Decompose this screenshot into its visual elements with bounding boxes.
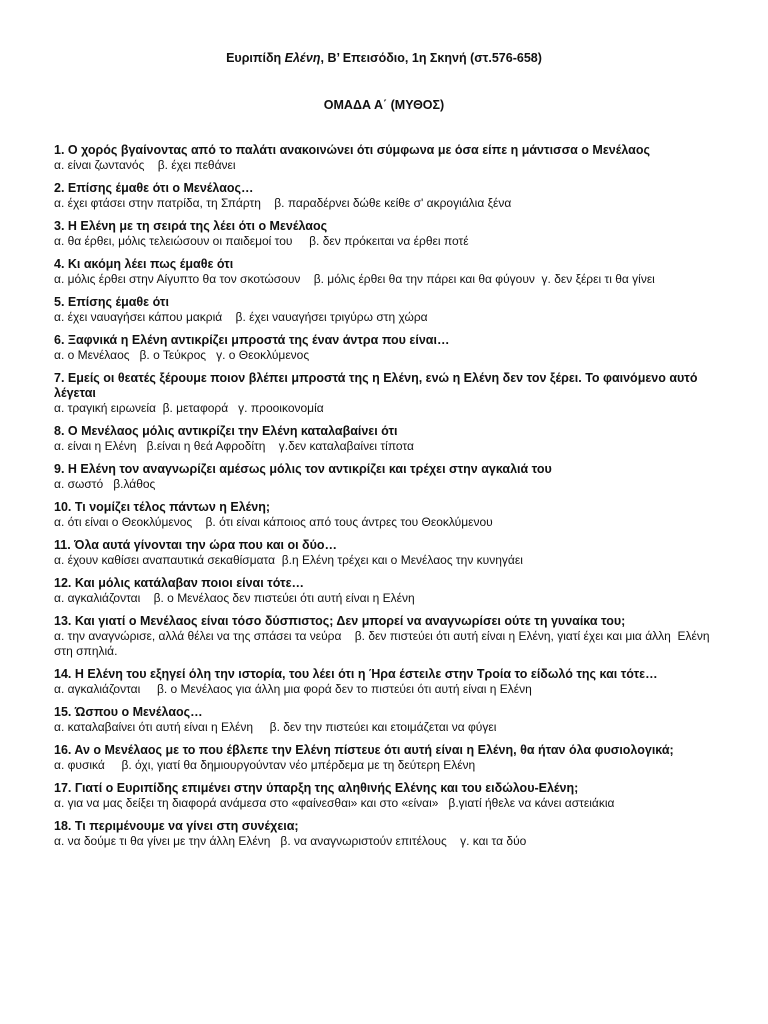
question-answers: α. θα έρθει, μόλις τελειώσουν οι παιδεμοί του β. δεν πρόκειται να έρθει ποτέ — [54, 234, 469, 248]
question-answers: α. τραγική ειρωνεία β. μεταφορά γ. προοικονομία — [54, 401, 324, 415]
question-text: 13. Και γιατί ο Μενέλαος είναι τόσο δύσπιστος; Δεν μπορεί να αναγνωρίσει ούτε τη γυναίκα του; — [54, 614, 626, 628]
question-text: 7. Εμείς οι θεατές ξέρουμε ποιον βλέπει μπροστά της η Ελένη, ενώ η Ελένη δεν τον ξέρει. Το φαινόμενο αυτό λέγεται — [54, 371, 698, 400]
question-answers: α. αγκαλιάζονται β. ο Μενέλαος δεν πιστεύει ότι αυτή είναι η Ελένη — [54, 591, 415, 605]
question-list — [54, 143, 714, 849]
question-8 — [54, 424, 714, 454]
question-7 — [54, 371, 714, 416]
question-answers: α. έχουν καθίσει αναπαυτικά σεκαθίσματα β.η Ελένη τρέχει και ο Μενέλαος την κυνηγάει — [54, 553, 523, 567]
question-answers: α. σωστό β.λάθος — [54, 477, 156, 491]
question-answers: α. έχει φτάσει στην πατρίδα, τη Σπάρτη β. παραδέρνει δώθε κείθε σ' ακρογιάλια ξένα — [54, 196, 512, 210]
question-answers: α. καταλαβαίνει ότι αυτή είναι η Ελένη β. δεν την πιστεύει και ετοιμάζεται να φύγει — [54, 720, 497, 734]
question-3 — [54, 219, 714, 249]
question-answers: α. ο Μενέλαος β. ο Τεύκρος γ. ο Θεοκλύμενος — [54, 348, 310, 362]
question-answers: α. έχει ναυαγήσει κάπου μακριά β. έχει ναυαγήσει τριγύρω στη χώρα — [54, 310, 428, 324]
question-text: 8. Ο Μενέλαος μόλις αντικρίζει την Ελένη καταλαβαίνει ότι — [54, 424, 398, 438]
question-text: 16. Αν ο Μενέλαος με το που έβλεπε την Ελένη πίστευε ότι αυτή είναι η Ελένη, θα ήταν όλα φυσιολογικά; — [54, 743, 674, 757]
question-answers: α. να δούμε τι θα γίνει με την άλλη Ελένη β. να αναγνωριστούν επιτέλους γ. και τα δύο — [54, 834, 527, 848]
question-11 — [54, 538, 714, 568]
question-text: 15. Ώσπου ο Μενέλαος… — [54, 705, 203, 719]
question-text: 2. Επίσης έμαθε ότι ο Μενέλαος… — [54, 181, 254, 195]
question-answers: α. ότι είναι ο Θεοκλύμενος β. ότι είναι κάποιος από τους άντρες του Θεοκλύμενου — [54, 515, 493, 529]
question-14 — [54, 667, 714, 697]
title-prefix: Ευριπίδη — [226, 51, 285, 65]
question-6 — [54, 333, 714, 363]
question-5 — [54, 295, 714, 325]
question-answers: α. την αναγνώρισε, αλλά θέλει να της σπάσει τα νεύρα β. δεν πιστεύει ότι αυτή είναι η Ελένη, γιατί έχει και μια άλλη Ελένη στη σπηλιά. — [54, 629, 713, 658]
question-text: 10. Τι νομίζει τέλος πάντων η Ελένη; — [54, 500, 271, 514]
title-work: Ελένη — [284, 51, 321, 65]
question-text: 18. Τι περιμένουμε να γίνει στη συνέχεια; — [54, 819, 299, 833]
question-text: 14. Η Ελένη του εξηγεί όλη την ιστορία, του λέει ότι η Ήρα έστειλε στην Τροία το είδωλό της και τότε… — [54, 667, 658, 681]
question-1 — [54, 143, 714, 173]
question-text: 9. Η Ελένη τον αναγνωρίζει αμέσως μόλις τον αντικρίζει και τρέχει στην αγκαλιά του — [54, 462, 552, 476]
question-9 — [54, 462, 714, 492]
question-15 — [54, 705, 714, 735]
question-10 — [54, 500, 714, 530]
question-text: 6. Ξαφνικά η Ελένη αντικρίζει μπροστά της έναν άντρα που είναι… — [54, 333, 450, 347]
document-title — [54, 50, 714, 67]
question-text: 1. Ο χορός βγαίνοντας από το παλάτι ανακοινώνει ότι σύμφωνα με όσα είπε η μάντισσα ο Μενέλαος — [54, 143, 650, 157]
question-text: 3. Η Ελένη με τη σειρά της λέει ότι ο Μενέλαος — [54, 219, 328, 233]
group-heading: ΟΜΑΔΑ Α΄ (ΜΥΘΟΣ) — [323, 98, 445, 112]
question-18 — [54, 819, 714, 849]
question-answers: α. είναι ζωντανός β. έχει πεθάνει — [54, 158, 236, 172]
question-17 — [54, 781, 714, 811]
question-2 — [54, 181, 714, 211]
question-12 — [54, 576, 714, 606]
question-answers: α. φυσικά β. όχι, γιατί θα δημιουργούνταν νέο μπέρδεμα με τη δεύτερη Ελένη — [54, 758, 476, 772]
question-text: 17. Γιατί ο Ευριπίδης επιμένει στην ύπαρξη της αληθινής Ελένης και του ειδώλου-Ελένη; — [54, 781, 579, 795]
question-answers: α. αγκαλιάζονται β. ο Μενέλαος για άλλη μια φορά δεν το πιστεύει ότι αυτή είναι η Ελένη — [54, 682, 532, 696]
question-answers: α. είναι η Ελένη β.είναι η θεά Αφροδίτη γ.δεν καταλαβαίνει τίποτα — [54, 439, 414, 453]
question-text: 11. Όλα αυτά γίνονται την ώρα που και οι δύο… — [54, 538, 338, 552]
question-answers: α. μόλις έρθει στην Αίγυπτο θα τον σκοτώσουν β. μόλις έρθει θα την πάρει και θα φύγουν γ. δεν ξέρει τι θα γίνει — [54, 272, 655, 286]
question-text: 12. Και μόλις κατάλαβαν ποιοι είναι τότε… — [54, 576, 305, 590]
question-16 — [54, 743, 714, 773]
question-text: 4. Κι ακόμη λέει πως έμαθε ότι — [54, 257, 234, 271]
worksheet-page — [54, 50, 714, 857]
question-13 — [54, 614, 714, 659]
question-answers: α. για να μας δείξει τη διαφορά ανάμεσα στο «φαίνεσθαι» και στο «είναι» β.γιατί ήθελε να κάνει αστειάκια — [54, 796, 615, 810]
title-suffix: , Β’ Επεισόδιο, 1η Σκηνή (στ.576-658) — [320, 51, 542, 65]
question-text: 5. Επίσης έμαθε ότι — [54, 295, 169, 309]
question-4 — [54, 257, 714, 287]
